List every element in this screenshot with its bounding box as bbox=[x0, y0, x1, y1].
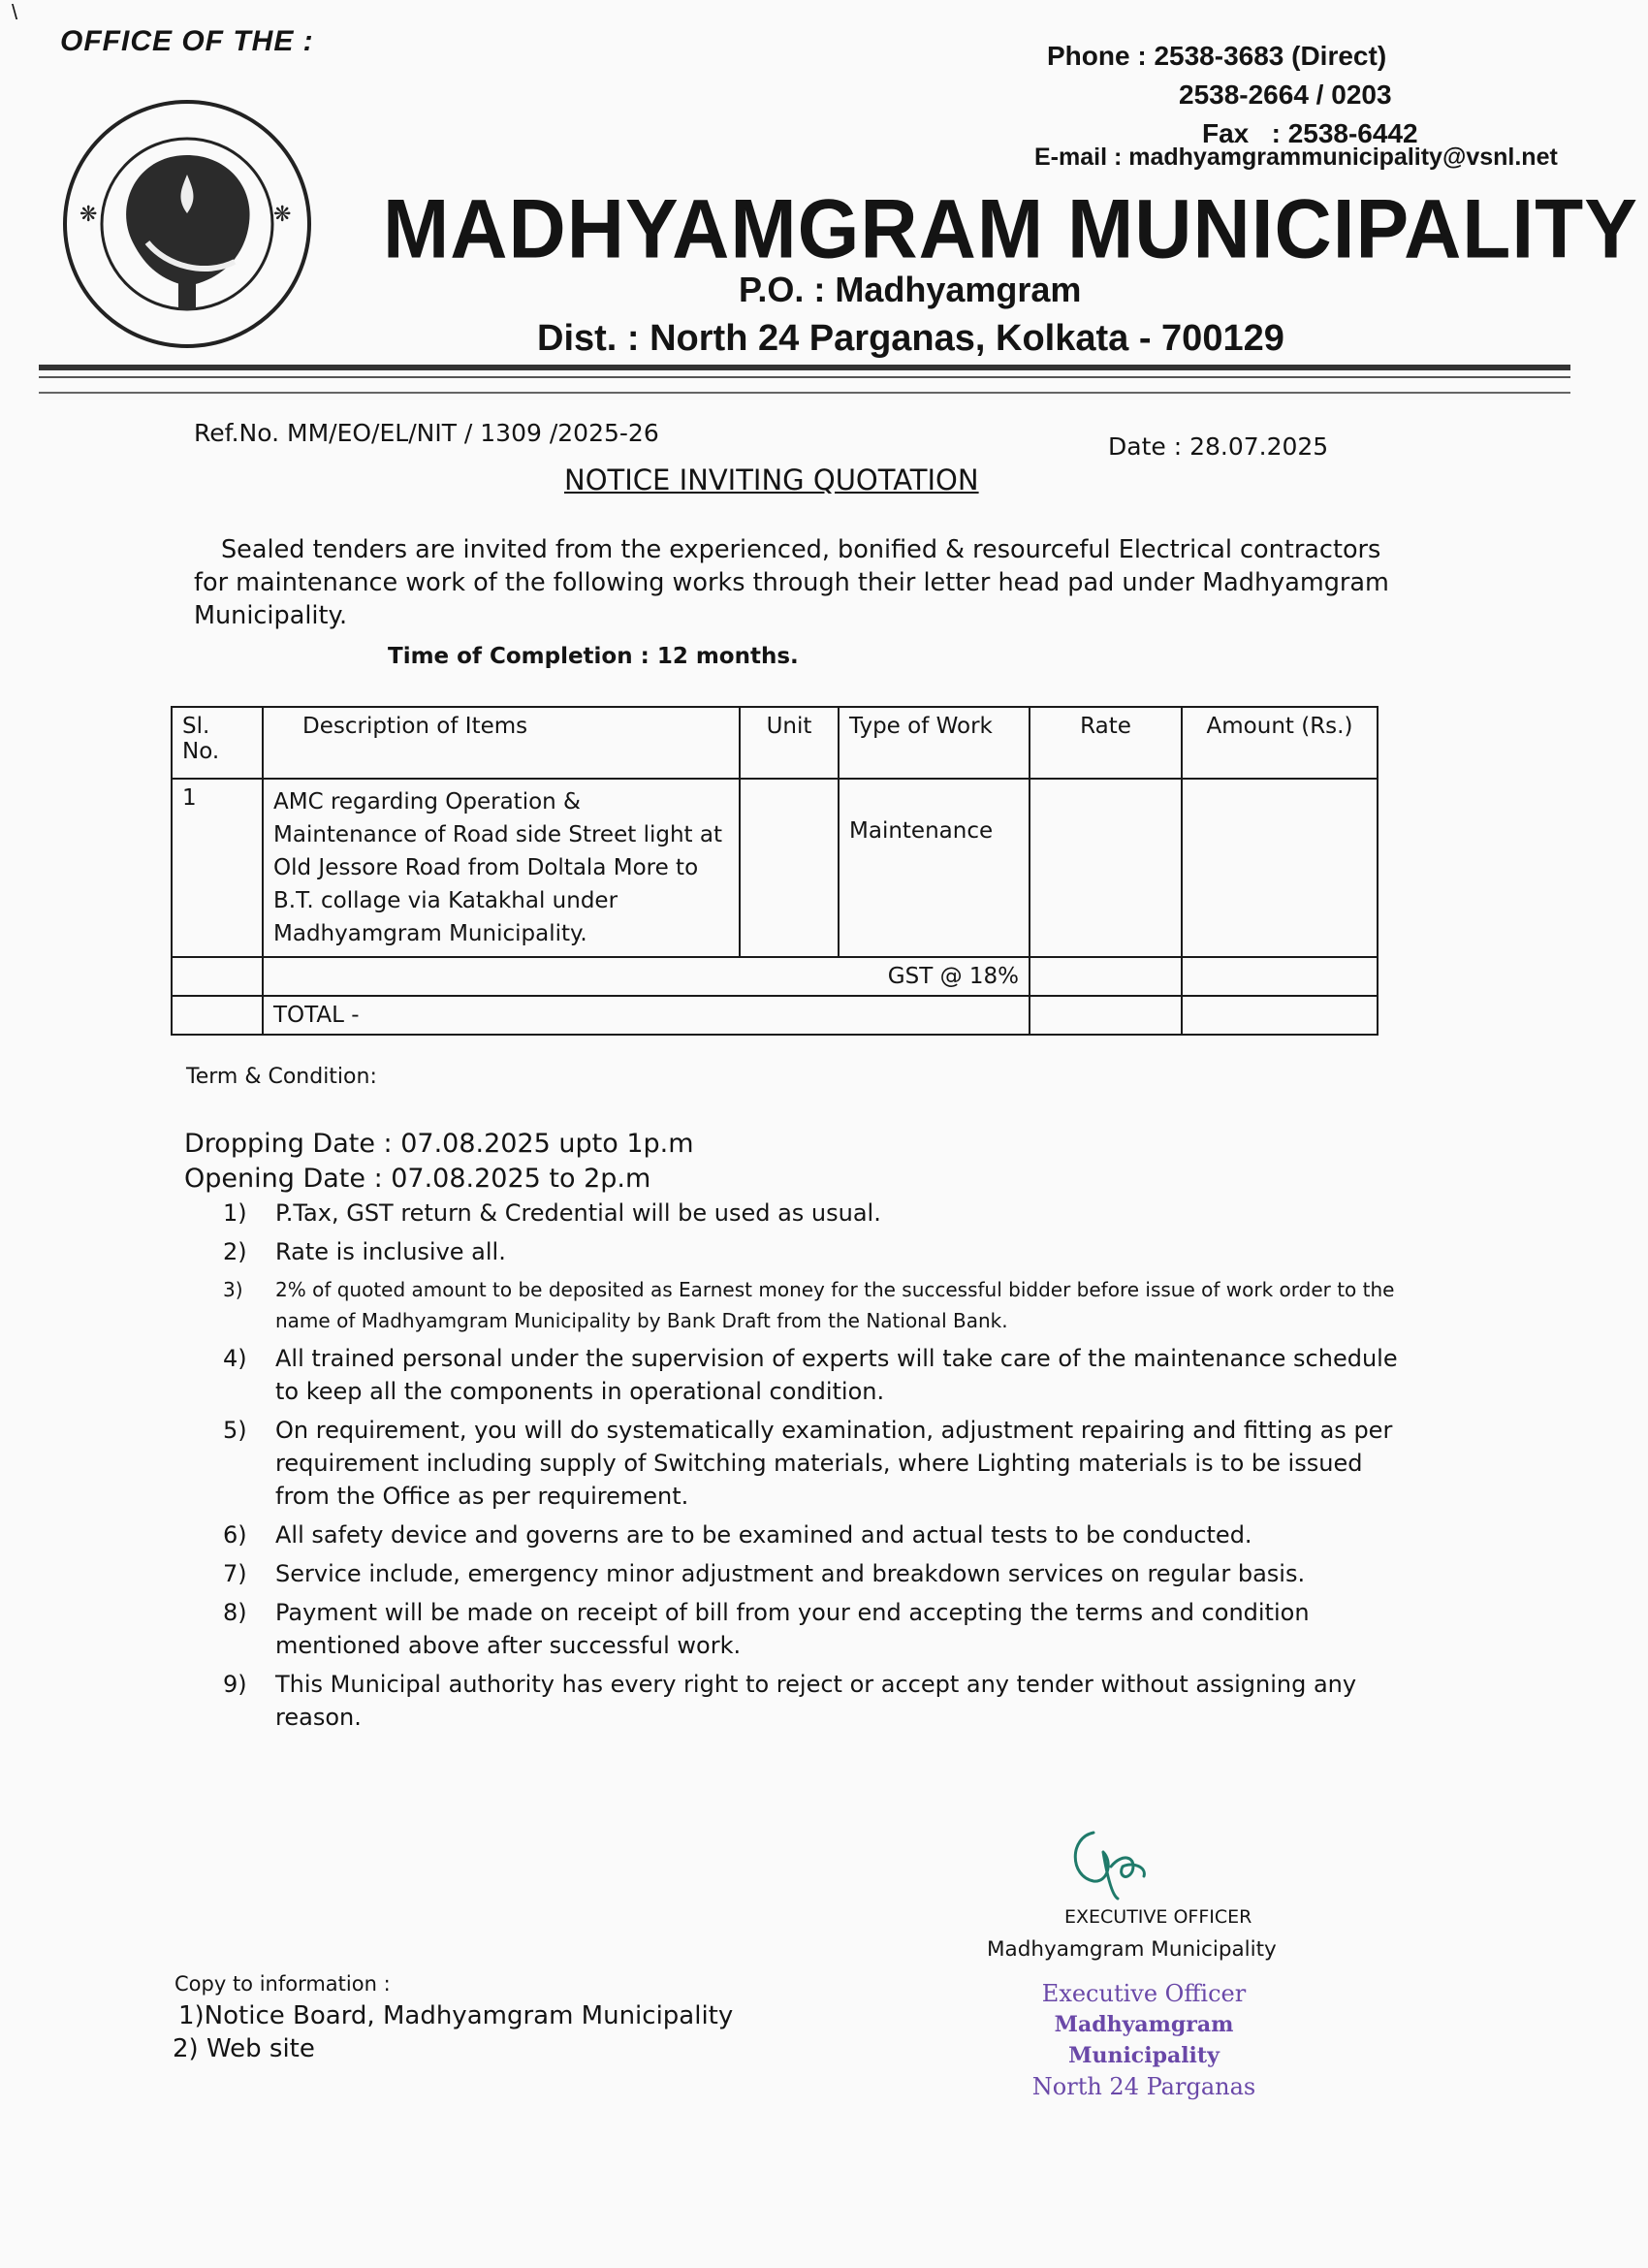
row-amount bbox=[1182, 779, 1378, 957]
reference-number: Ref.No. MM/EO/EL/NIT / 1309 /2025-26 bbox=[194, 419, 659, 447]
district-line: Dist. : North 24 Parganas, Kolkata - 700129 bbox=[537, 318, 1284, 359]
item-number: 5) bbox=[223, 1417, 247, 1444]
header-sl-no: Sl. No. bbox=[172, 707, 263, 779]
item-number: 9) bbox=[223, 1671, 247, 1698]
total-row bbox=[172, 996, 1378, 1035]
row-description: AMC regarding Operation & Maintenance of Road side Street light at Old Jessore Road from Doltala More to B.T. collage via Katakhal under Madhyamgram Municipality. bbox=[263, 779, 740, 957]
header-rule-bottom bbox=[39, 392, 1570, 394]
item-text: Service include, emergency minor adjustment and breakdown services on regular basis. bbox=[275, 1560, 1306, 1587]
table-row bbox=[172, 779, 1378, 957]
notice-date: Date : 28.07.2025 bbox=[1108, 432, 1329, 461]
row-unit bbox=[740, 779, 839, 957]
table-header-row bbox=[172, 707, 1378, 779]
item-text: All safety device and governs are to be examined and actual tests to be conducted. bbox=[275, 1521, 1252, 1549]
stamp-line-1: Executive Officer bbox=[1041, 1980, 1247, 2007]
list-item bbox=[223, 1414, 1406, 1513]
list-item bbox=[223, 1197, 1406, 1230]
list-item bbox=[223, 1518, 1406, 1551]
list-item bbox=[223, 1274, 1406, 1336]
executive-officer-title: EXECUTIVE OFFICER bbox=[1064, 1906, 1252, 1928]
municipality-name: MADHYAMGRAM MUNICIPALITY bbox=[383, 183, 1638, 276]
gst-amount-cell bbox=[1182, 957, 1378, 996]
copy-to-item-2: 2) Web site bbox=[173, 2034, 315, 2063]
email-line: E-mail : madhyamgrammunicipality@vsnl.net bbox=[1034, 144, 1558, 171]
item-text: Payment will be made on receipt of bill from your end accepting the terms and condition mentioned above after successful work. bbox=[275, 1599, 1310, 1659]
item-text: P.Tax, GST return & Credential will be used as usual. bbox=[275, 1199, 881, 1227]
conditions-list bbox=[223, 1197, 1406, 1740]
municipality-seal-logo bbox=[60, 97, 314, 351]
stamp-line-3: North 24 Parganas bbox=[1031, 2073, 1256, 2100]
copy-to-item-1: 1)Notice Board, Madhyamgram Municipality bbox=[178, 2001, 734, 2030]
contact-block bbox=[1047, 37, 1418, 153]
notice-title: NOTICE INVITING QUOTATION bbox=[564, 463, 979, 496]
row-rate bbox=[1030, 779, 1182, 957]
gst-label: GST @ 18% bbox=[263, 957, 1030, 996]
gst-empty-cell bbox=[172, 957, 263, 996]
fax-number: : 2538-6442 bbox=[1271, 118, 1418, 148]
handwritten-signature bbox=[1064, 1823, 1152, 1901]
list-item bbox=[223, 1342, 1406, 1408]
list-item bbox=[223, 1668, 1406, 1734]
item-number: 7) bbox=[223, 1560, 247, 1587]
header-rule-thin bbox=[39, 376, 1570, 378]
item-number: 6) bbox=[223, 1521, 247, 1549]
intro-paragraph: Sealed tenders are invited from the experienced, bonified & resourceful Electrical contractors for maintenance work of the following works through their letter head pad under Madhyamgram Municipality. bbox=[194, 535, 1389, 630]
time-of-completion: Time of Completion : 12 months. bbox=[388, 644, 799, 669]
item-text: This Municipal authority has every right to reject or accept any tender without assigning any reason. bbox=[275, 1671, 1357, 1731]
item-number: 3) bbox=[223, 1278, 243, 1301]
item-text: All trained personal under the supervision of experts will take care of the maintenance schedule to keep all the components in operational condition. bbox=[275, 1345, 1398, 1405]
header-description: Description of Items bbox=[263, 707, 740, 779]
header-unit: Unit bbox=[740, 707, 839, 779]
header-type-of-work: Type of Work bbox=[839, 707, 1030, 779]
executive-officer-org: Madhyamgram Municipality bbox=[987, 1937, 1277, 1962]
total-label: TOTAL - bbox=[263, 996, 1030, 1035]
post-office-line: P.O. : Madhyamgram bbox=[739, 270, 1082, 309]
phone-other: 2538-2664 / 0203 bbox=[1179, 80, 1392, 110]
items-table bbox=[171, 706, 1379, 1036]
svg-text:❋: ❋ bbox=[273, 202, 292, 226]
gst-rate-cell bbox=[1030, 957, 1182, 996]
list-item bbox=[223, 1557, 1406, 1590]
header-rate: Rate bbox=[1030, 707, 1182, 779]
list-item bbox=[223, 1596, 1406, 1662]
fax-label: Fax bbox=[1202, 118, 1250, 148]
header-rule-thick bbox=[39, 365, 1570, 370]
item-text: Rate is inclusive all. bbox=[275, 1238, 506, 1265]
svg-text:❋: ❋ bbox=[79, 202, 98, 226]
dropping-date: Dropping Date : 07.08.2025 upto 1p.m bbox=[184, 1129, 694, 1159]
item-text: On requirement, you will do systematically examination, adjustment repairing and fitting as per requirement including supply of Switching materials, where Lighting materials is to be issued from the Office as per requirement. bbox=[275, 1417, 1393, 1510]
item-text: 2% of quoted amount to be deposited as Earnest money for the successful bidder before issue of work order to the name of Madhyamgram Municipality by Bank Draft from the National Bank. bbox=[275, 1278, 1395, 1332]
office-of-label: OFFICE OF THE : bbox=[60, 25, 314, 57]
row-type-of-work: Maintenance bbox=[839, 779, 1030, 957]
margin-mark: \ bbox=[12, 0, 18, 24]
list-item bbox=[223, 1235, 1406, 1268]
opening-date: Opening Date : 07.08.2025 to 2p.m bbox=[184, 1164, 651, 1194]
item-number: 4) bbox=[223, 1345, 247, 1372]
item-number: 2) bbox=[223, 1238, 247, 1265]
terms-heading: Term & Condition: bbox=[186, 1065, 377, 1089]
stamp-line-2: Madhyamgram Municipality bbox=[1054, 2012, 1234, 2068]
gst-row bbox=[172, 957, 1378, 996]
phone-label: Phone : bbox=[1047, 41, 1147, 71]
item-number: 1) bbox=[223, 1199, 247, 1227]
official-stamp bbox=[979, 1978, 1309, 2102]
row-sl: 1 bbox=[172, 779, 263, 957]
copy-to-heading: Copy to information : bbox=[174, 1972, 391, 1996]
total-rate-cell bbox=[1030, 996, 1182, 1035]
total-empty-cell bbox=[172, 996, 263, 1035]
item-number: 8) bbox=[223, 1599, 247, 1626]
phone-direct: 2538-3683 (Direct) bbox=[1154, 41, 1387, 71]
total-amount-cell bbox=[1182, 996, 1378, 1035]
header-amount: Amount (Rs.) bbox=[1182, 707, 1378, 779]
